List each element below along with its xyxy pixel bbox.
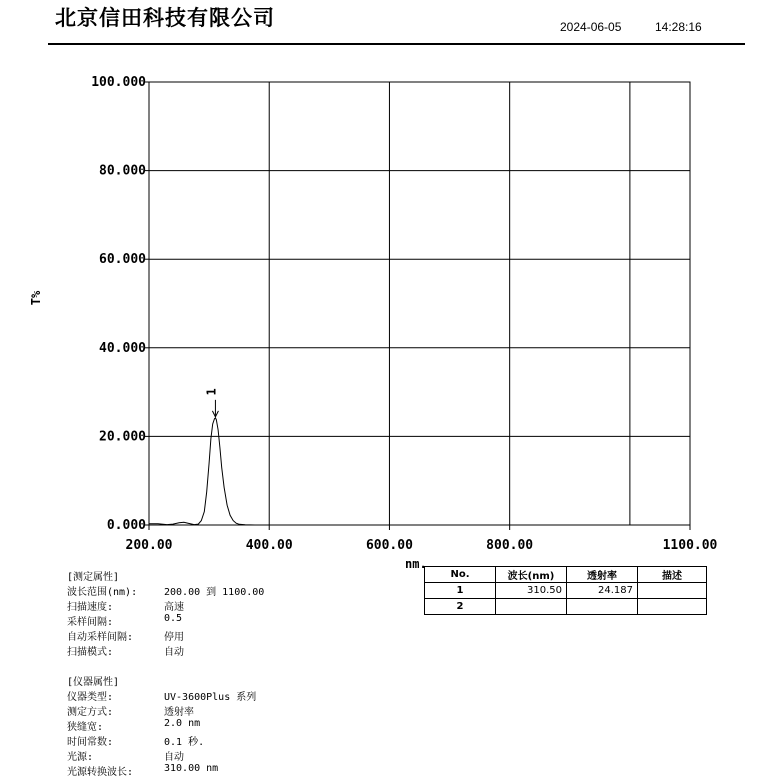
cell-wavelength: 310.50 [496, 583, 567, 599]
prop-value: 高速 [164, 602, 184, 613]
x-tick-label: 400.00 [245, 538, 293, 553]
peak-table-header-row [425, 567, 707, 583]
prop-label: 自动采样间隔: [67, 632, 134, 643]
prop-value: 0.5 [164, 613, 183, 624]
prop-value: 200.00 到 1100.00 [164, 587, 265, 598]
cell-description [638, 583, 707, 599]
col-header-description: 描述 [638, 567, 707, 583]
prop-value: UV-3600Plus 系列 [164, 692, 257, 703]
prop-label: 光源转换波长: [67, 767, 134, 778]
prop-label: 扫描速度: [67, 602, 114, 613]
y-tick-label: 20.000 [99, 429, 146, 445]
x-tick-label: 800.00 [486, 538, 534, 553]
cell-wavelength [496, 599, 567, 615]
prop-value: 自动 [164, 647, 184, 658]
cell-no: 2 [425, 599, 496, 615]
prop-value: 自动 [164, 752, 184, 763]
prop-value: 停用 [164, 632, 184, 643]
col-header-transmittance: 透射率 [567, 567, 638, 583]
cell-transmittance: 24.187 [567, 583, 638, 599]
axis-ticks [91, 75, 717, 553]
cell-description [638, 599, 707, 615]
y-tick-label: 80.000 [99, 163, 146, 179]
cell-transmittance [567, 599, 638, 615]
prop-label: 测定方式: [67, 707, 114, 718]
table-row [425, 599, 707, 615]
x-axis-label: nm. [405, 557, 427, 571]
measure-props-heading: [测定属性] [67, 572, 120, 583]
prop-label: 狭缝宽: [67, 722, 104, 733]
table-row [425, 583, 707, 599]
prop-label: 扫描模式: [67, 647, 114, 658]
y-axis-label: T% [29, 290, 43, 306]
prop-value: 2.0 nm [164, 718, 201, 729]
y-tick-label: 100.000 [91, 75, 146, 90]
peak-table [424, 566, 707, 615]
peak-label: 1 [204, 388, 219, 396]
print-time: 14:28:16 [655, 20, 702, 34]
company-name: 北京信田科技有限公司 [55, 5, 275, 30]
plot-frame [149, 82, 690, 525]
x-tick-label: 200.00 [125, 538, 173, 553]
prop-label: 仪器类型: [67, 692, 114, 703]
col-header-no: No. [425, 567, 496, 583]
prop-value: 310.00 nm [164, 763, 219, 774]
chart-grid [149, 82, 690, 525]
prop-value: 透射率 [164, 707, 194, 718]
cell-no: 1 [425, 583, 496, 599]
print-date: 2024-06-05 [560, 20, 622, 34]
peak-markers [204, 388, 218, 417]
instrument-props-heading: [仪器属性] [67, 677, 120, 688]
prop-label: 光源: [67, 752, 94, 763]
x-tick-label: 1100.00 [662, 538, 718, 553]
x-tick-label: 600.00 [365, 538, 413, 553]
prop-label: 采样间隔: [67, 617, 114, 628]
prop-label: 时间常数: [67, 737, 114, 748]
y-tick-label: 40.000 [99, 340, 146, 356]
y-tick-label: 60.000 [99, 252, 146, 268]
y-tick-label: 0.000 [106, 518, 146, 533]
col-header-wavelength: 波长(nm) [496, 567, 567, 583]
prop-label: 波长范围(nm): [67, 587, 138, 598]
series-line [149, 418, 269, 525]
prop-value: 0.1 秒. [164, 737, 205, 748]
